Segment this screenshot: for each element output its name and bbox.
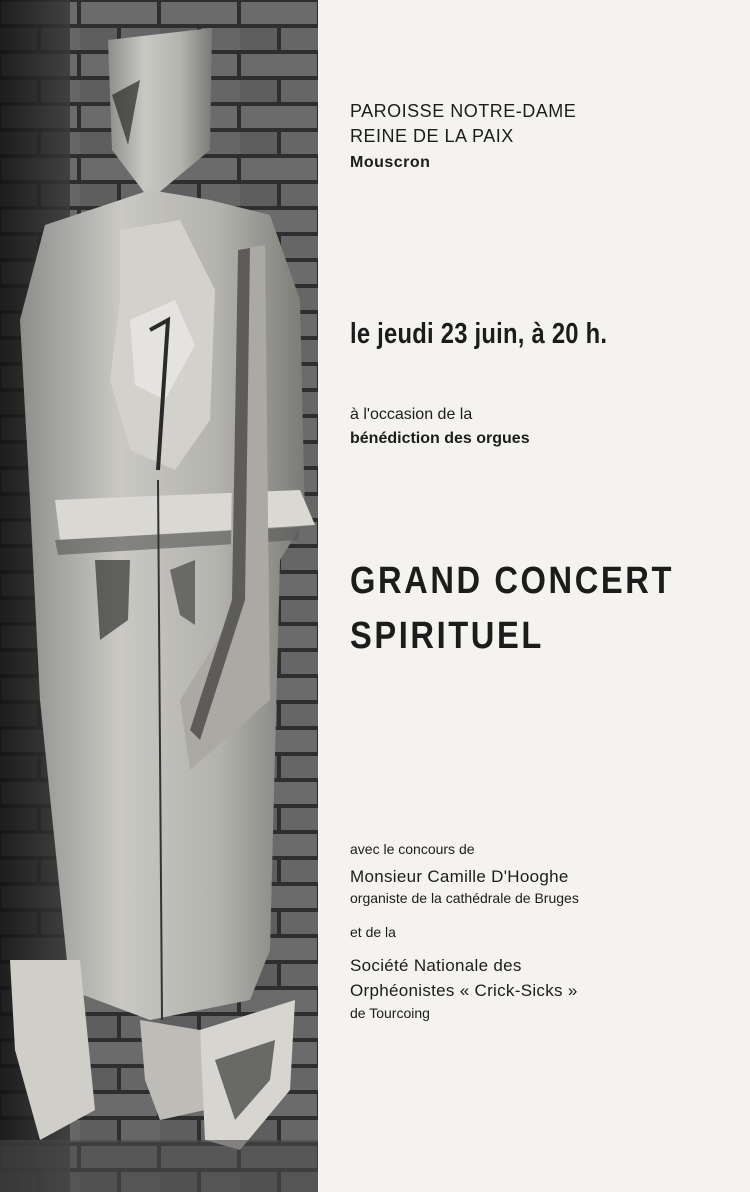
occasion-text: [350, 428, 530, 450]
credits-intro: avec le concours de: [350, 841, 475, 857]
text-panel: [318, 0, 750, 1192]
parish-city: [350, 150, 430, 174]
title-line1: GRAND CONCERT: [350, 560, 675, 602]
parish-name-line1: PAROISSE NOTRE-DAME: [350, 101, 577, 121]
parish-name-line2: REINE DE LA PAIX: [350, 126, 514, 146]
performer1-name: Monsieur Camille D'Hooghe: [350, 867, 569, 886]
sculpture-photo: [0, 0, 318, 1192]
performer2-city: de Tourcoing: [350, 1005, 430, 1021]
performer2-line1: Société Nationale des: [350, 956, 522, 975]
title-line2: SPIRITUEL: [350, 615, 544, 657]
occasion-intro: à l'occasion de la: [350, 406, 473, 423]
parish-city-text: Mouscron: [350, 154, 431, 171]
event-date: le jeudi 23 juin, à 20 h.: [350, 318, 608, 350]
performer1-role: organiste de la cathédrale de Bruges: [350, 890, 579, 906]
credits-connector: et de la: [350, 924, 396, 940]
occasion-text-bold: bénédiction des orgues: [350, 430, 530, 447]
performer2-line2: Orphéonistes « Crick-Sicks »: [350, 981, 578, 1000]
